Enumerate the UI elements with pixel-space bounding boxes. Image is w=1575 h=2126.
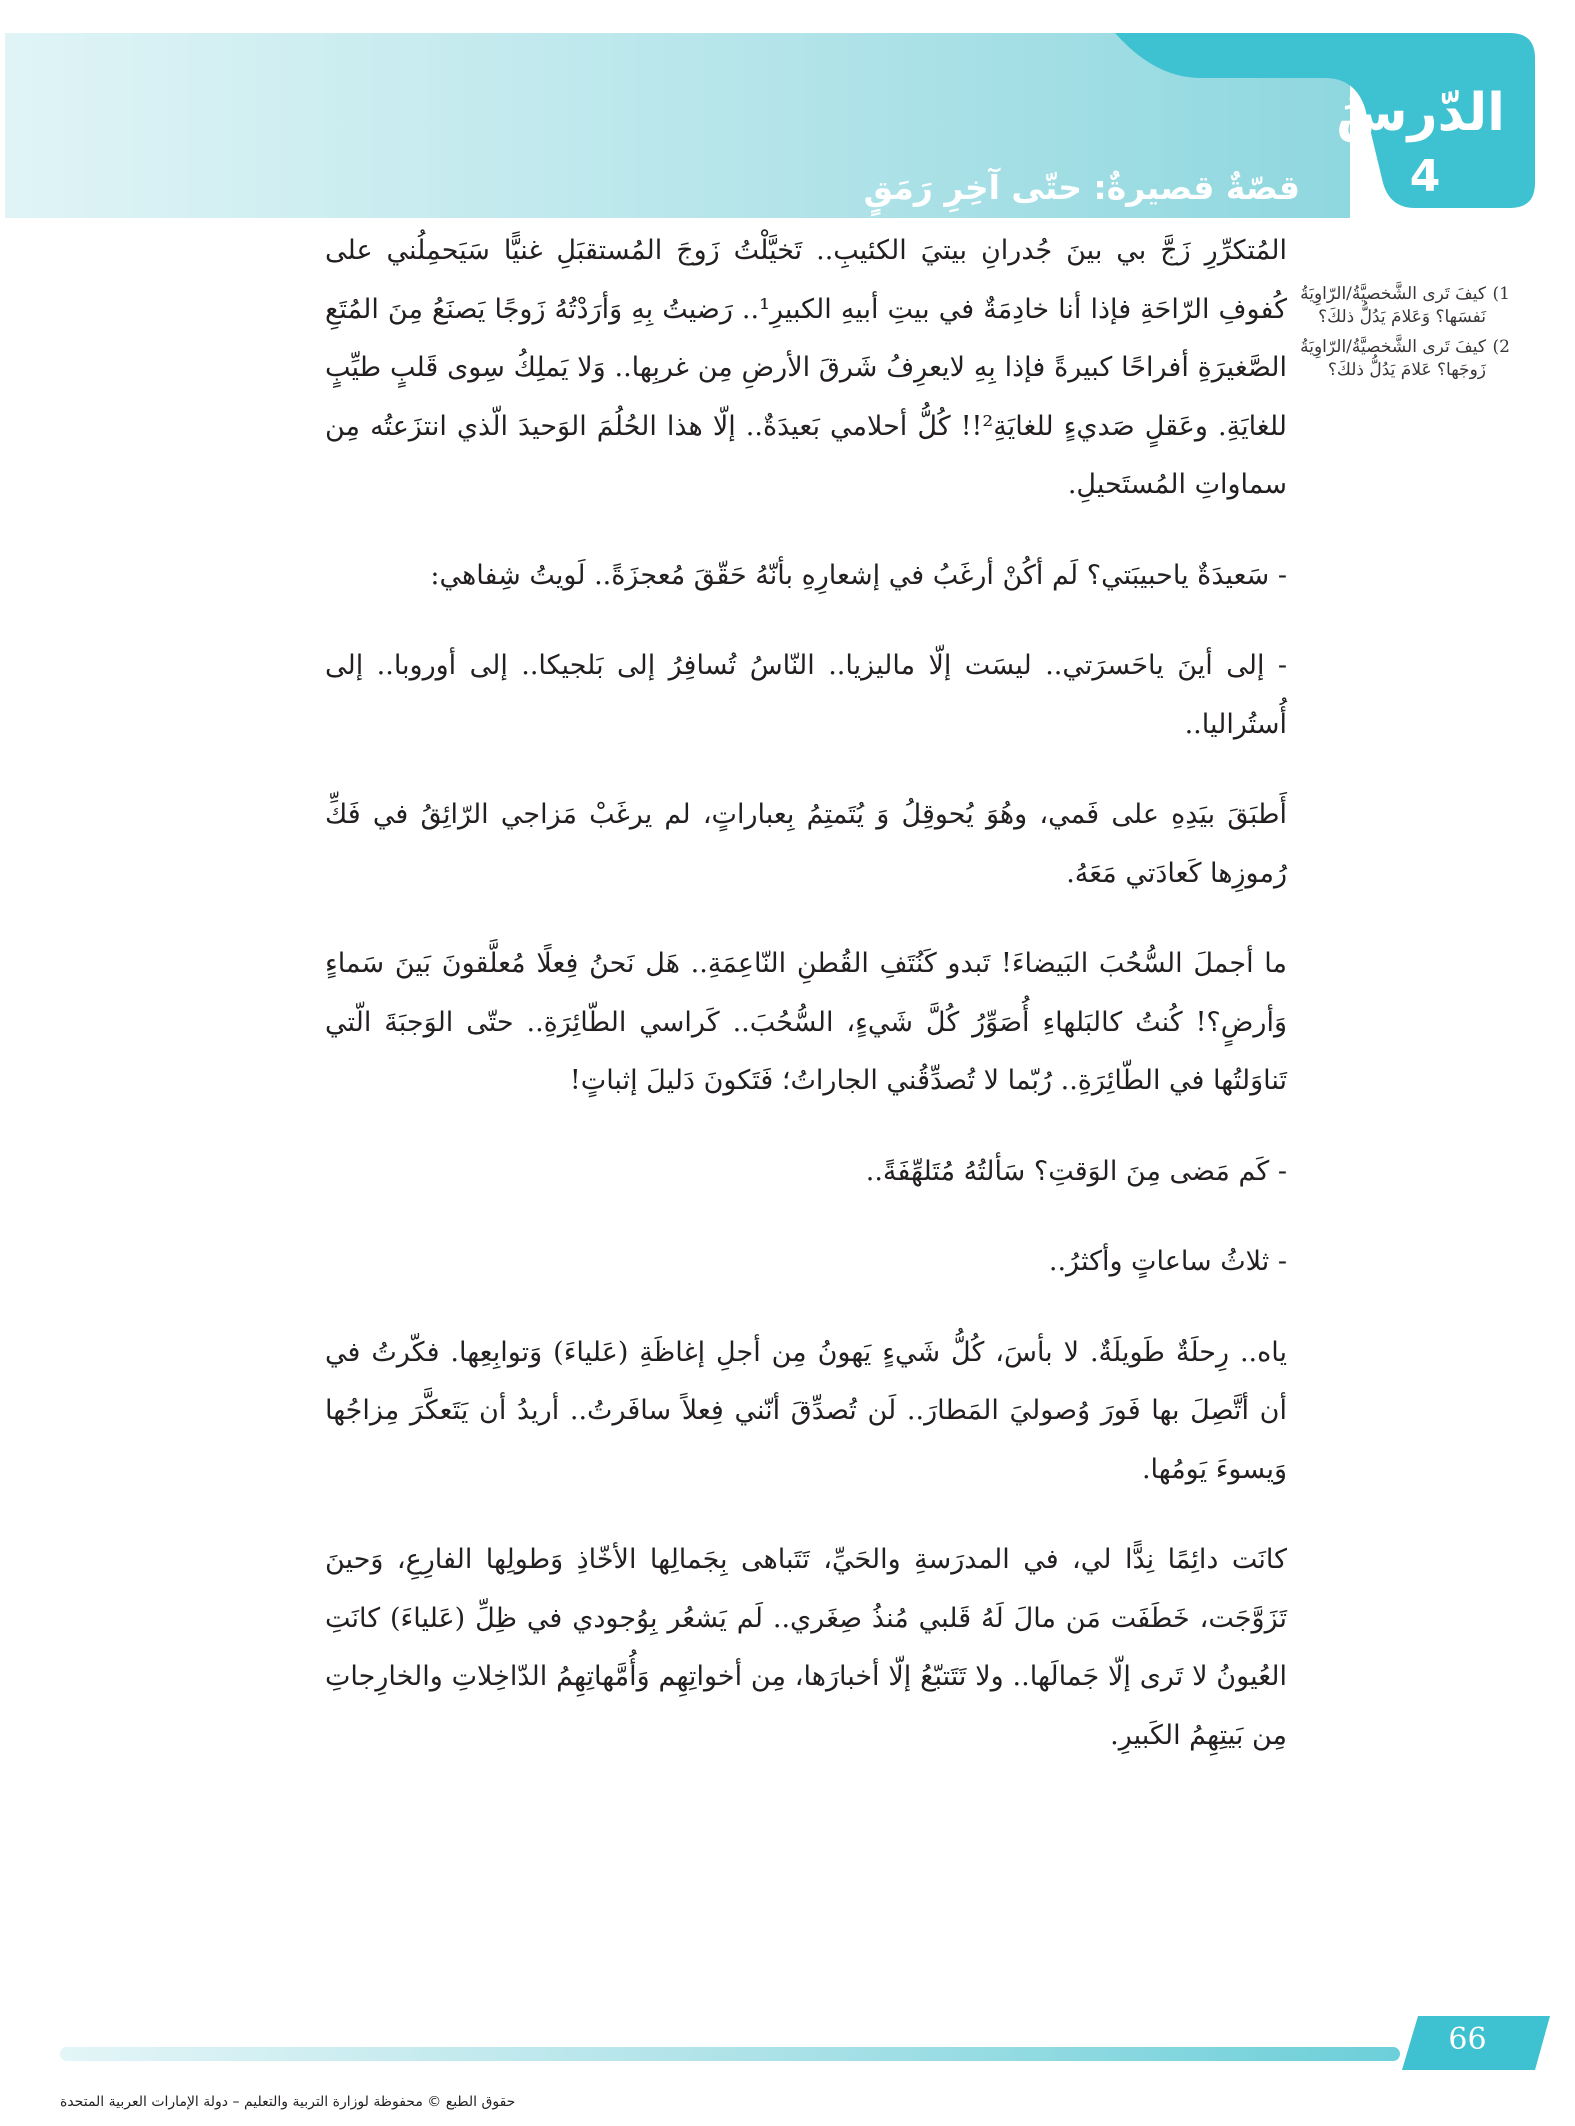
- story-text: [325, 222, 1287, 1765]
- lesson-number: 4: [1409, 151, 1441, 202]
- copyright-notice: حقوق الطبع © محفوظة لوزارة التربية والتعليم – دولة الإمارات العربية المتحدة: [60, 2094, 516, 2110]
- question-number: 2): [1492, 337, 1510, 357]
- question-text: كيفَ تَرى الشَّخصيَّةُ/الرّاوِيَةُ زَوجَها؟ عَلامَ يَدُلُّ ذلكَ؟: [1300, 337, 1486, 380]
- paragraph-8: ياه.. رِحلَةٌ طَويلَةٌ. لا بأسَ، كُلُّ شَيءٍ يَهونُ مِن أجلِ إغاظَةِ (عَلياءَ) وَتوابِعِها. فكّرتُ في أن أتَّصِلَ بها فَورَ وُصوليَ المَطارَ.. لَن تُصدِّقَ أنّني فِعلاً سافَرتُ.. أريدُ أن يَتَعكَّرَ مِزاجُها وَيسوءَ يَومُها.: [325, 1336, 1287, 1485]
- lesson-subtitle: قصّةٌ قصيرةٌ: حتّى آخِرِ رَمَقٍ: [863, 168, 1300, 207]
- margin-question-1: [1290, 283, 1510, 328]
- lesson-header: [5, 33, 1535, 218]
- paragraph-4: أَطبَقَ بيَدِهِ على فَمي، وهُوَ يُحوقِلُ وَ يُتَمتِمُ بِعباراتٍ، لم يرغَبْ مَزاجي الرّائِقُ في فَكِّ رُموزِها كَعادَتي مَعَهُ.: [325, 799, 1287, 889]
- paragraph-7: - ثلاثُ ساعاتٍ وأكثرُ..: [1048, 1246, 1287, 1277]
- paragraph-6: - كَم مَضى مِنَ الوَقتِ؟ سَألتُهُ مُتَلهِّفَةً..: [865, 1155, 1287, 1187]
- paragraph-9: كانَت دائِمًا نِدًّا لي، في المدرَسةِ والحَيِّ، تَتَباهى بِجَمالِها الأخّاذِ وَطولِها الفارِعِ، وَحينَ تَزَوَّجَت، خَطَفَت مَن مالَ لَهُ قَلبي مُنذُ صِغَري.. لَم يَشعُر بِوُجودي في ظِلِّ (عَلياءَ) كانَتِ العُيونُ لا تَرى إلّا جَمالَها.. ولا تَتَتبّعُ إلّا أخبارَها، مِن أخواتِهِم وَأُمَّهاتِهِمُ الدّاخِلاتِ والخارِجاتِ مِن بَيتِهِمُ الكَبيرِ.: [325, 1544, 1287, 1751]
- footer-bar: [60, 2047, 1400, 2061]
- header-banner: [5, 33, 1535, 218]
- question-text: كيفَ تَرى الشَّخصيَّةُ/الرّاوِيَةُ نَفسَها؟ وَعَلامَ يَدُلُّ ذلكَ؟: [1300, 284, 1486, 327]
- paragraph-1: المُتكرِّرِ زَجَّ بي بينَ جُدرانِ بيتيَ الكئيبِ.. تَخيَّلْتُ زَوجَ المُستقبَلِ غنيًّا سَيَحمِلُني على كُفوفِ الرّاحَةِ فإذا أنا خادِمَةٌ في بيتِ أبيهِ الكبيرِ¹.. رَضيتُ بِهِ وَأرَدْتُهُ زَوجًا يَصنَعُ مِنَ المُتَعِ الصَّغيرَةِ أفراحًا كبيرةً فإذا بِهِ لايعرِفُ شَرقَ الأرضِ مِن غربِها.. وَلا يَملِكُ سِوى قَلبٍ طيِّبٍ للغايَةِ. وعَقلٍ صَديءٍ للغايَةِ²!! كُلُّ أحلامي بَعيدَةٌ.. إلّا هذا الحُلُمَ الوَحيدَ الّذي انتزَعتُه مِن سماواتِ المُستَحيلِ.: [325, 235, 1287, 500]
- paragraph-5: ما أجملَ السُّحُبَ البَيضاءَ! تَبدو كَنُتَفِ القُطنِ النّاعِمَةِ.. هَل نَحنُ فِعلًا مُعلَّقونَ بَينَ سَماءٍ وَأرضٍ؟! كُنتُ كالبَلهاءِ أُصَوِّرُ كُلَّ شَيءٍ، السُّحُبَ.. كَراسي الطّائِرَةِ.. حتّى الوَجبَةَ الّتي تَناوَلتُها في الطّائِرَةِ.. رُبّما لا تُصدِّقُني الجاراتُ؛ فَتَكونَ دَليلَ إثباتٍ!: [325, 948, 1288, 1096]
- lesson-label: الدّرسُ: [1335, 83, 1505, 143]
- page-number: 66: [1448, 2022, 1487, 2057]
- paragraph-3: - إلى أينَ ياحَسرَتي.. ليسَت إلّا ماليزيا.. النّاسُ تُسافِرُ إلى بَلجيكا.. إلى أوروبا.. إلى أُستُراليا..: [325, 650, 1287, 740]
- margin-question-2: [1290, 336, 1510, 381]
- paragraph-2: - سَعيدَةٌ ياحبيبَتي؟ لَم أكُنْ أرغَبُ في إشعارِهِ بأنّهُ حَقّقَ مُعجزَةً.. لَويتُ شِفاهي:: [430, 559, 1287, 591]
- margin-questions: [1290, 283, 1510, 389]
- question-number: 1): [1492, 284, 1510, 304]
